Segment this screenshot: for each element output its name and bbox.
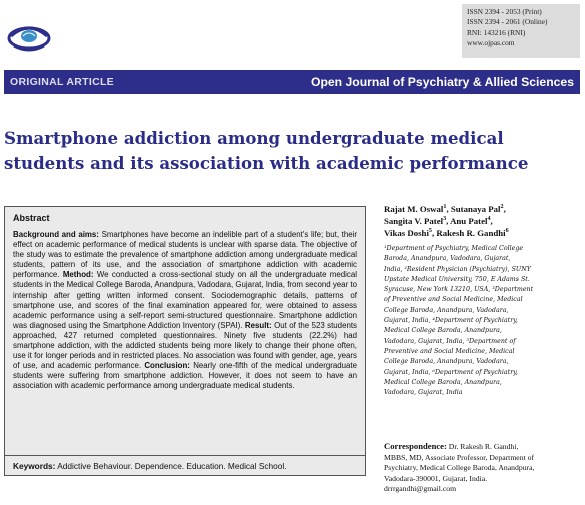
method-label: Method: bbox=[62, 270, 94, 280]
author-name: Rakesh R. Gandhi bbox=[436, 228, 506, 238]
author-list bbox=[384, 203, 584, 239]
author-sup: 3 bbox=[443, 216, 447, 223]
article-type-label: ORIGINAL ARTICLE bbox=[10, 76, 114, 88]
keywords-divider bbox=[5, 455, 365, 456]
author-name: Anu Patel bbox=[450, 216, 488, 226]
author-sup: 4 bbox=[487, 216, 491, 223]
author-name: Vikas Doshi bbox=[384, 228, 429, 238]
correspondence-line: Psychiatry, Medical College Baroda, Anandpura, bbox=[384, 463, 535, 473]
correspondence-email[interactable]: drrrgandhi@gmail.com bbox=[384, 484, 457, 494]
header-banner bbox=[4, 70, 580, 94]
author-name: Sutanaya Pal bbox=[450, 204, 501, 214]
author-sep: , bbox=[490, 216, 493, 226]
title-line-1: Smartphone addiction among undergraduate medical bbox=[4, 128, 504, 148]
correspondence-line: MBBS, MD, Associate Professor, Department of bbox=[384, 452, 535, 462]
keywords-text: Addictive Behaviour. Dependence. Education. Medical School. bbox=[55, 461, 287, 471]
affiliation-line: Vadodara, Gujarat, India, ⁵Department of bbox=[384, 337, 516, 345]
affiliation-line: Medical College Baroda, Anandpura, bbox=[384, 378, 502, 386]
author-sep: , bbox=[446, 216, 451, 226]
correspondence-label: Correspondence: bbox=[384, 441, 447, 451]
journal-name: Open Journal of Psychiatry & Allied Sciences bbox=[310, 75, 574, 89]
affiliation-line: Syracuse, New York 13210, USA, ³Department bbox=[384, 286, 534, 294]
correspondence bbox=[384, 441, 584, 495]
title-line-2: students and its association with academic performance bbox=[4, 153, 529, 173]
keywords-line bbox=[13, 461, 287, 471]
background-text: Smartphones have become an indelible part of a student's life; but, their effect on academic performance of medical students is unclear with sparse data. The objective of the study was to estimate the prevalence of smartphone addiction among undergraduate medical students, pattern of its use, and the association of smartphone addiction with academic performance. bbox=[13, 230, 358, 280]
result-text: Out of the 523 students approached, 427 returned completed questionnaires. Ninety five students (22.2%) had smartphone addiction, with the addicted students being more likely to change their phone often, use it for longer periods and in restricted places. No association was found with gender, age, years of use, and academic performance. bbox=[13, 320, 357, 371]
author-line bbox=[384, 227, 584, 239]
affiliation-line: ¹Department of Psychiatry, Medical College bbox=[384, 245, 524, 252]
abstract-body bbox=[13, 230, 357, 392]
author-sep: , bbox=[446, 204, 451, 214]
author-name: Sangita V. Patel bbox=[384, 216, 444, 226]
abstract-heading: Abstract bbox=[13, 213, 50, 223]
correspondence-name: Dr. Rakesh R. Gandhi, bbox=[446, 442, 519, 451]
affiliations bbox=[384, 244, 584, 398]
author-sep: , bbox=[503, 204, 506, 214]
author-line bbox=[384, 215, 584, 227]
affiliation-line: Gujarat, India, ⁶Department of Psychiatry, bbox=[384, 368, 518, 376]
affiliation-line: India, ²Resident Physician (Psychiatry), SUNY bbox=[384, 265, 531, 273]
conclusion-text: Nearly one-fifth of the medical undergraduate students were suffering from smartphone addiction. However, it does not seem to have an association with academic performance among undergraduate medical students. bbox=[13, 361, 357, 391]
method-text: We conducted a cross-sectional study on all the undergraduate medical students in the Medical College Baroda, Anandpura, Vadodara, Gujarat, India, from second year to internship after getting written informed consent. Sociodemographic details, patterns of smartphone use, and scores of the final examination appeared for, were obtained to assess academic performance using a self-report semi-structured questionnaire. Smartphone addiction was diagnosed using the Smartphone Addiction Inventory (SPAI). bbox=[13, 270, 357, 330]
affiliation-line: Gujarat, India, ⁴Department of Psychiatry, bbox=[384, 317, 518, 325]
conclusion-label: Conclusion: bbox=[144, 361, 190, 371]
journal-logo-icon bbox=[6, 16, 52, 56]
author-sup: 2 bbox=[500, 204, 504, 211]
article-title bbox=[4, 126, 584, 176]
affiliation-line: Preventive and Social Medicine, Medical bbox=[384, 347, 515, 355]
issn-info-box bbox=[462, 4, 580, 58]
affiliation-line: of Preventive and Social Medicine, Medical bbox=[384, 296, 523, 304]
background-label: Background and aims: bbox=[13, 230, 99, 239]
author-sep: , bbox=[431, 228, 437, 238]
affiliation-line: College Baroda, Anandpura, Vadodara, bbox=[384, 358, 509, 366]
affiliation-line: Baroda, Anandpura, Vadodara, Gujarat, bbox=[384, 255, 511, 263]
keywords-label: Keywords: bbox=[13, 461, 56, 471]
correspondence-line bbox=[384, 441, 584, 453]
author-sup: 5 bbox=[428, 228, 432, 235]
journal-website: www.ojpas.com bbox=[467, 38, 515, 48]
author-line bbox=[384, 203, 584, 215]
affiliation-line: Vadodara, Gujarat, India bbox=[384, 389, 463, 397]
issn-print: ISSN 2394 - 2053 (Print) bbox=[467, 7, 542, 16]
rni-number: RNI: 143216 (RNI) bbox=[467, 27, 526, 37]
issn-online: ISSN 2394 - 2061 (Online) bbox=[467, 17, 548, 27]
affiliation-line: Upstate Medical University, 750, E Adams St. bbox=[384, 275, 530, 283]
affiliation-line: College Baroda, Anandpura, Vadodara, bbox=[384, 306, 509, 314]
correspondence-line: Vadodara-390001, Gujarat, India. bbox=[384, 473, 488, 483]
author-sup: 6 bbox=[505, 228, 509, 235]
abstract-box bbox=[4, 206, 366, 476]
author-name: Rajat M. Oswal bbox=[384, 204, 444, 214]
affiliation-line: Medical College Baroda, Anandpura, bbox=[384, 327, 502, 335]
author-sup: 1 bbox=[443, 204, 447, 211]
result-label: Result: bbox=[244, 320, 272, 330]
